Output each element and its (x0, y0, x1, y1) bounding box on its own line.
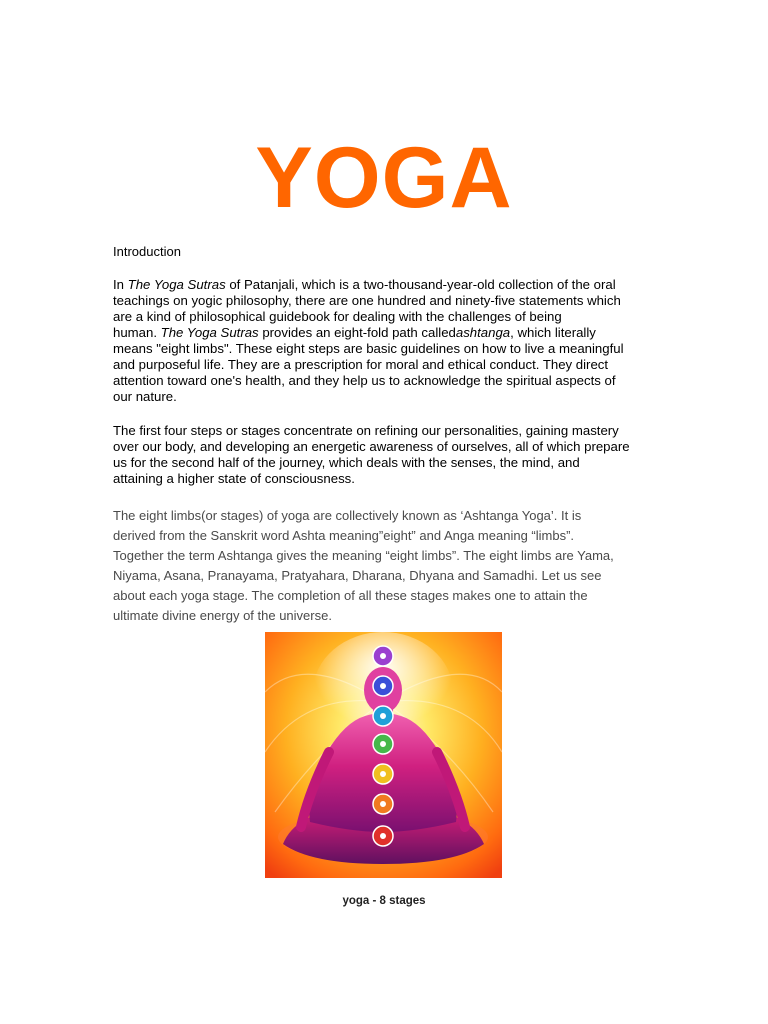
paragraph-line: attaining a higher state of consciousness. (113, 471, 355, 486)
paragraph-line: us for the second half of the journey, which deals with the senses, the mind, and (113, 455, 580, 470)
paragraph-yoga-sutras (113, 277, 673, 405)
paragraph-line: The eight limbs(or stages) of yoga are collectively known as ‘Ashtanga Yoga’. It is (113, 508, 582, 523)
paragraph-line: our nature. (113, 389, 177, 404)
paragraph-line: Niyama, Asana, Pranayama, Pratyahara, Dharana, Dhyana and Samadhi. Let us see (113, 568, 602, 583)
document-title: YOGA (255, 130, 513, 226)
paragraph-line: are a kind of philosophical guidebook for dealing with the challenges of being (113, 309, 562, 324)
paragraph-line: and purposeful life. They are a prescription for moral and ethical conduct. They direct (113, 357, 609, 372)
meditating-figure-with-chakras-icon (265, 632, 502, 878)
intro-heading: Introduction (113, 244, 181, 259)
yoga-chakra-image (265, 632, 502, 878)
paragraph-line: about each yoga stage. The completion of all these stages makes one to attain the (113, 588, 588, 603)
paragraph-line: teachings on yogic philosophy, there are one hundred and ninety-five statements which (113, 293, 621, 308)
paragraph-eight-limbs (113, 506, 693, 626)
paragraph-line: human. The Yoga Sutras provides an eight-fold path calledashtanga, which literally (113, 325, 596, 340)
figure-caption: yoga - 8 stages (342, 895, 426, 907)
paragraph-four-steps (113, 423, 673, 487)
paragraph-line: over our body, and developing an energetic awareness of ourselves, all of which prepare (113, 439, 630, 454)
paragraph-line: In The Yoga Sutras of Patanjali, which is a two-thousand-year-old collection of the oral (113, 277, 616, 292)
paragraph-line: The first four steps or stages concentrate on refining our personalities, gaining mastery (113, 423, 619, 438)
paragraph-line: Together the term Ashtanga gives the meaning “eight limbs”. The eight limbs are Yama, (113, 548, 614, 563)
paragraph-line: ultimate divine energy of the universe. (113, 608, 332, 623)
paragraph-line: derived from the Sanskrit word Ashta meaning”eight” and Anga meaning “limbs”. (113, 528, 575, 543)
paragraph-line: attention toward one's health, and they help us to acknowledge the spiritual aspects of (113, 373, 616, 388)
paragraph-line: means "eight limbs". These eight steps are basic guidelines on how to live a meaningful (113, 341, 624, 356)
